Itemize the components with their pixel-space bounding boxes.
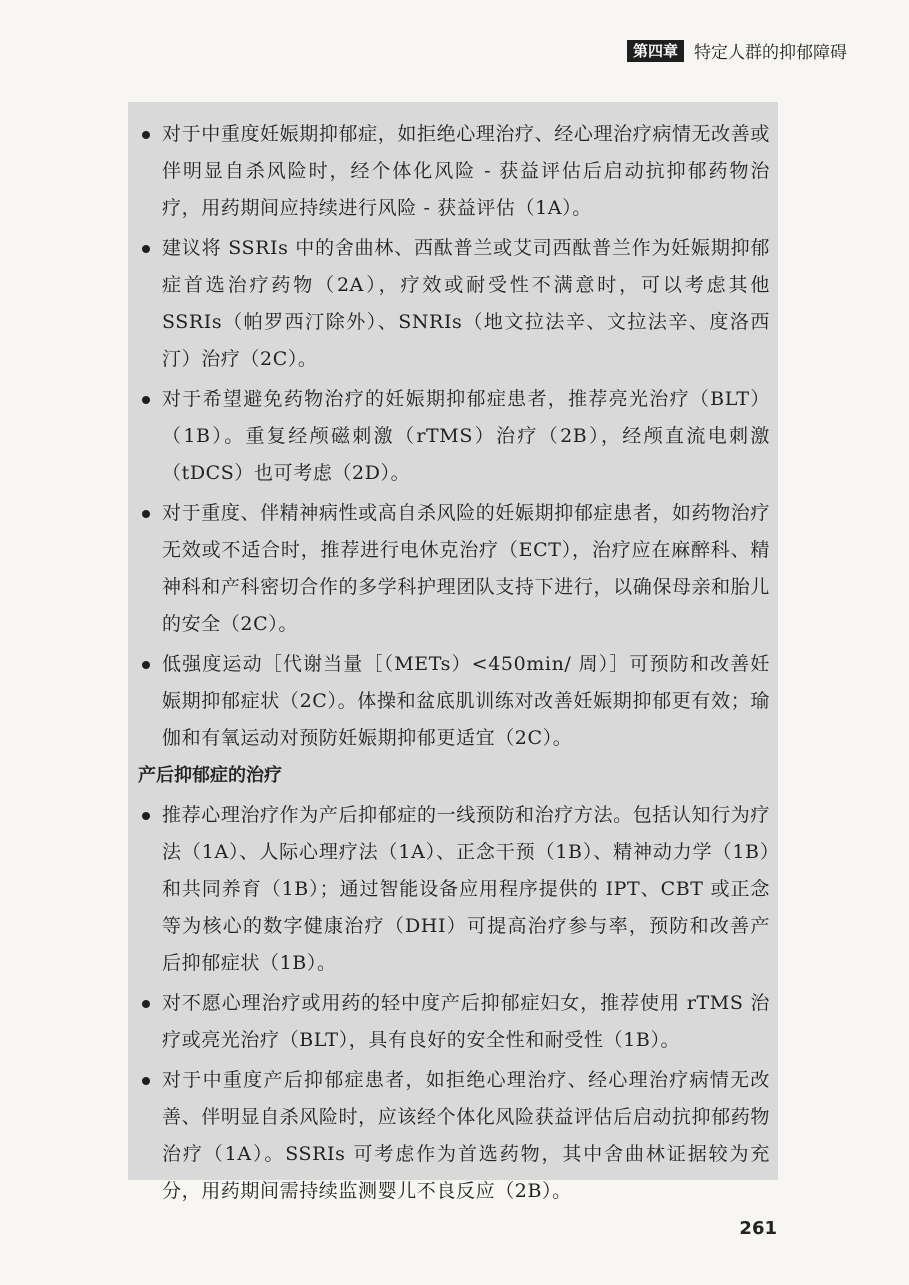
bullet-icon bbox=[142, 1077, 150, 1085]
bullet-icon bbox=[142, 510, 150, 518]
list-item bbox=[138, 495, 770, 643]
list-item-text: 对不愿心理治疗或用药的轻中度产后抑郁症妇女，推荐使用 rTMS 治疗或亮光治疗（BLT），具有良好的安全性和耐受性（1B）。 bbox=[162, 992, 770, 1051]
bullet-icon bbox=[142, 812, 150, 820]
list-item bbox=[138, 646, 770, 757]
list-item bbox=[138, 1062, 770, 1210]
list-item-text: 推荐心理治疗作为产后抑郁症的一线预防和治疗方法。包括认知行为疗法（1A）、人际心理疗法（1A）、正念干预（1B）、精神动力学（1B）和共同养育（1B）；通过智能设备应用程序提供的 IPT、CBT 或正念等为核心的数字健康治疗（DHI）可提高治疗参与率，预防和改善产后抑郁症状（1B）。 bbox=[162, 804, 770, 974]
list-item bbox=[138, 381, 770, 492]
list-item bbox=[138, 230, 770, 378]
chapter-tag: 第四章 bbox=[627, 40, 684, 62]
list-item-text: 对于中重度产后抑郁症患者，如拒绝心理治疗、经心理治疗病情无改善、伴明显自杀风险时，应该经个体化风险获益评估后启动抗抑郁药物治疗（1A）。SSRIs 可考虑作为首选药物，其中舍曲林证据较为充分，用药期间需持续监测婴儿不良反应（2B）。 bbox=[162, 1069, 770, 1202]
list-item bbox=[138, 116, 770, 227]
chapter-title: 特定人群的抑郁障碍 bbox=[694, 43, 847, 63]
running-header bbox=[627, 38, 847, 63]
list-item bbox=[138, 985, 770, 1059]
bullet-icon bbox=[142, 396, 150, 404]
list-item-text: 对于中重度妊娠期抑郁症，如拒绝心理治疗、经心理治疗病情无改善或伴明显自杀风险时，经个体化风险 - 获益评估后启动抗抑郁药物治疗，用药期间应持续进行风险 - 获益评估（1A）。 bbox=[162, 123, 770, 219]
section-heading: 产后抑郁症的治疗 bbox=[138, 765, 282, 786]
list-item-text: 建议将 SSRIs 中的舍曲林、西酞普兰或艾司西酞普兰作为妊娠期抑郁症首选治疗药物（2A），疗效或耐受性不满意时，可以考虑其他 SSRIs（帕罗西汀除外）、SNRIs（地文拉法辛、文拉法辛、度洛西汀）治疗（2C）。 bbox=[162, 237, 770, 370]
bullet-icon bbox=[142, 131, 150, 139]
recommendation-box bbox=[128, 102, 778, 1202]
list-item bbox=[138, 797, 770, 982]
list-item-text: 对于重度、伴精神病性或高自杀风险的妊娠期抑郁症患者，如药物治疗无效或不适合时，推荐进行电休克治疗（ECT），治疗应在麻醉科、精神科和产科密切合作的多学科护理团队支持下进行，以确保母亲和胎儿的安全（2C）。 bbox=[162, 502, 770, 635]
bullet-icon bbox=[142, 1000, 150, 1008]
list-item-text: 对于希望避免药物治疗的妊娠期抑郁症患者，推荐亮光治疗（BLT）（1B）。重复经颅磁刺激（rTMS）治疗（2B），经颅直流电刺激（tDCS）也可考虑（2D）。 bbox=[162, 388, 770, 484]
page-number: 261 bbox=[739, 1218, 777, 1239]
bullet-icon bbox=[142, 661, 150, 669]
list-item-text: 低强度运动［代谢当量［（METs）<450min/ 周）］可预防和改善妊娠期抑郁症状（2C）。体操和盆底肌训练对改善妊娠期抑郁更有效；瑜伽和有氧运动对预防妊娠期抑郁更适宜（2C）。 bbox=[162, 653, 770, 749]
bullet-icon bbox=[142, 245, 150, 253]
